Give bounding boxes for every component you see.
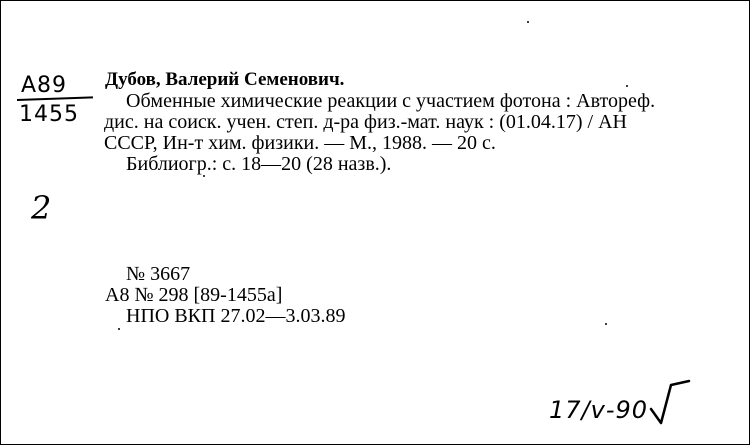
paper-speck [605,323,607,325]
author-heading: Дубов, Валерий Семенович. [105,69,345,90]
description-line: дис. на соиск. учен. степ. д-ра физ.-мат. наук : (01.04.17) / АН [104,111,627,133]
paper-speck [527,21,529,23]
bibliography-line: Библиогр.: с. 18—20 (28 назв.). [126,153,392,175]
shelfmark-bottom: 1455 [19,102,79,127]
paper-speck [626,85,628,87]
check-mark-icon [649,379,693,427]
record-date-range: НПО ВКП 27.02—3.03.89 [126,305,346,327]
paper-speck [118,328,120,330]
handwritten-note: 17/v-90 [549,396,649,424]
handwritten-mark: 2 [31,189,53,227]
record-shelf-code: А8 № 298 [89-1455а] [105,284,283,306]
description-line: Обменные химические реакции с участием фотона : Автореф. [126,90,656,112]
paper-speck [203,175,205,177]
record-number: № 3667 [126,263,191,285]
description-line: СССР, Ин-т хим. физики. — М., 1988. — 20 с. [104,132,496,154]
shelfmark-top: A89 [21,73,68,98]
